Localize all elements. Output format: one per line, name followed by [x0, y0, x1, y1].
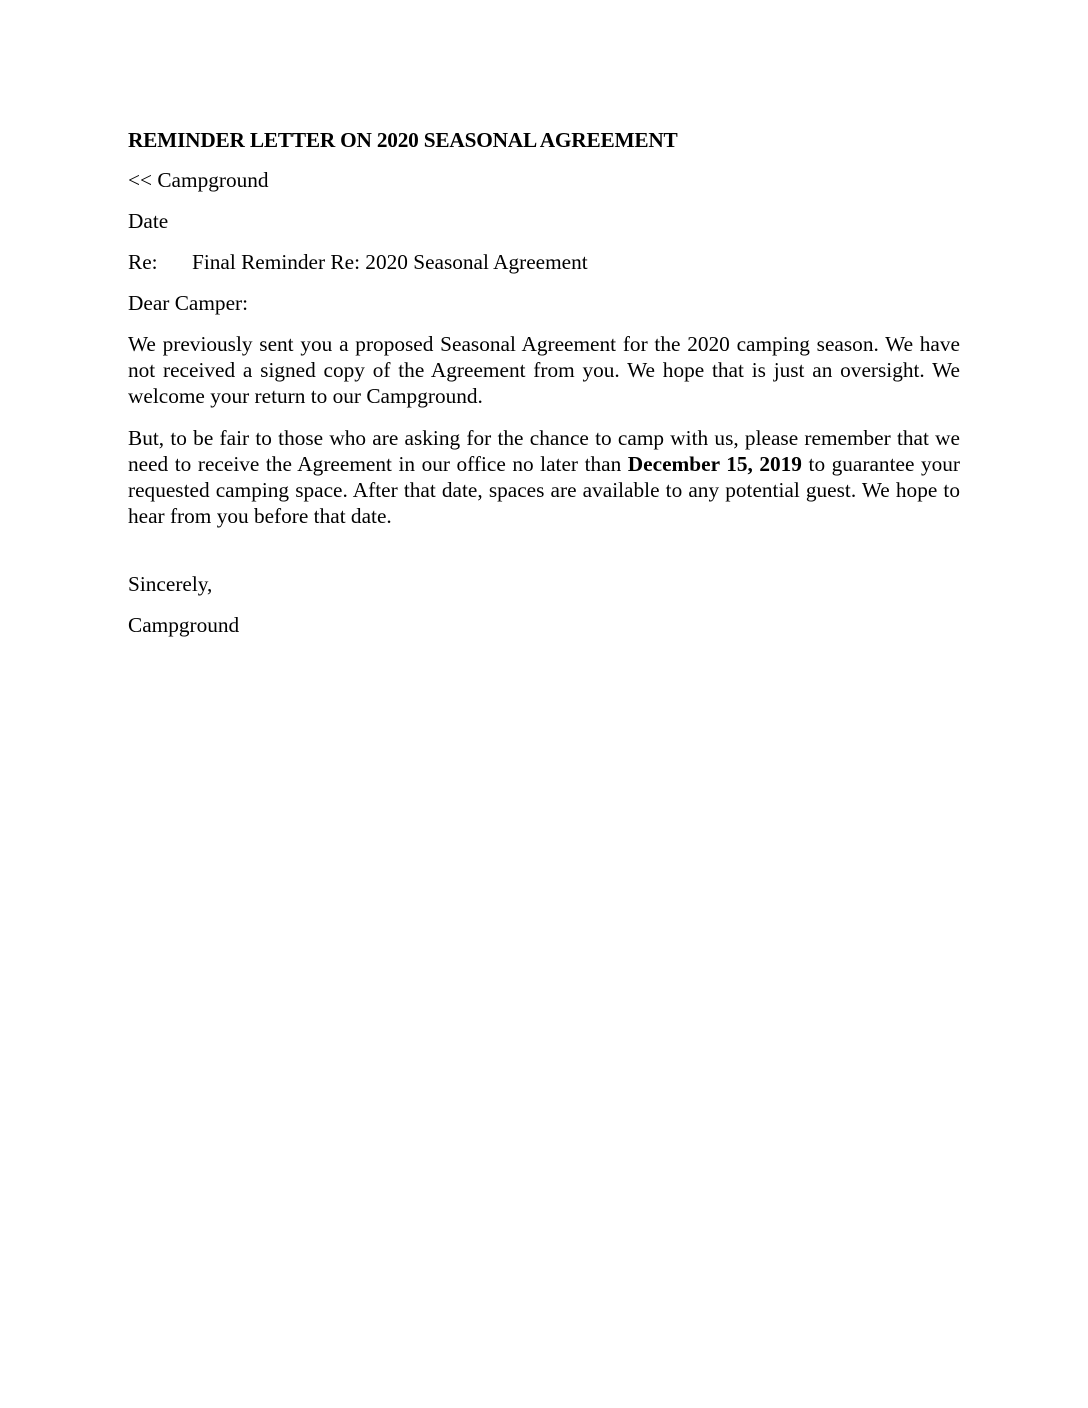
subject-text: Final Reminder Re: 2020 Seasonal Agreement: [192, 250, 588, 274]
salutation: Dear Camper:: [128, 291, 249, 315]
subject-label: Re:: [128, 250, 158, 274]
signature: Campground: [128, 613, 240, 637]
sender-placeholder: << Campground: [128, 168, 269, 192]
letter-body: [128, 127, 960, 653]
letter-date: Date: [128, 209, 169, 233]
letter-title: REMINDER LETTER ON 2020 SEASONAL AGREEMENT: [128, 128, 678, 152]
deadline-date: December 15, 2019: [627, 452, 802, 476]
body-paragraph-2: [128, 425, 960, 529]
closing: Sincerely,: [128, 572, 213, 596]
body-paragraph-1: We previously sent you a proposed Seasonal Agreement for the 2020 camping season. We have not received a signed copy of the Agreement from you. We hope that is just an oversight. We welcome your return to our Campground.: [128, 332, 960, 408]
paragraph2-trailing-text: to guarantee your requested camping space. After that date, spaces are available to any potential guest. We hope to hear from you before that date.: [128, 452, 960, 528]
subject-line: [128, 249, 960, 275]
paragraph2-lead-text: But, to be fair to those who are asking for the chance to camp with us, please remember that we need to receive the Agreement in our office no later than: [128, 426, 960, 476]
